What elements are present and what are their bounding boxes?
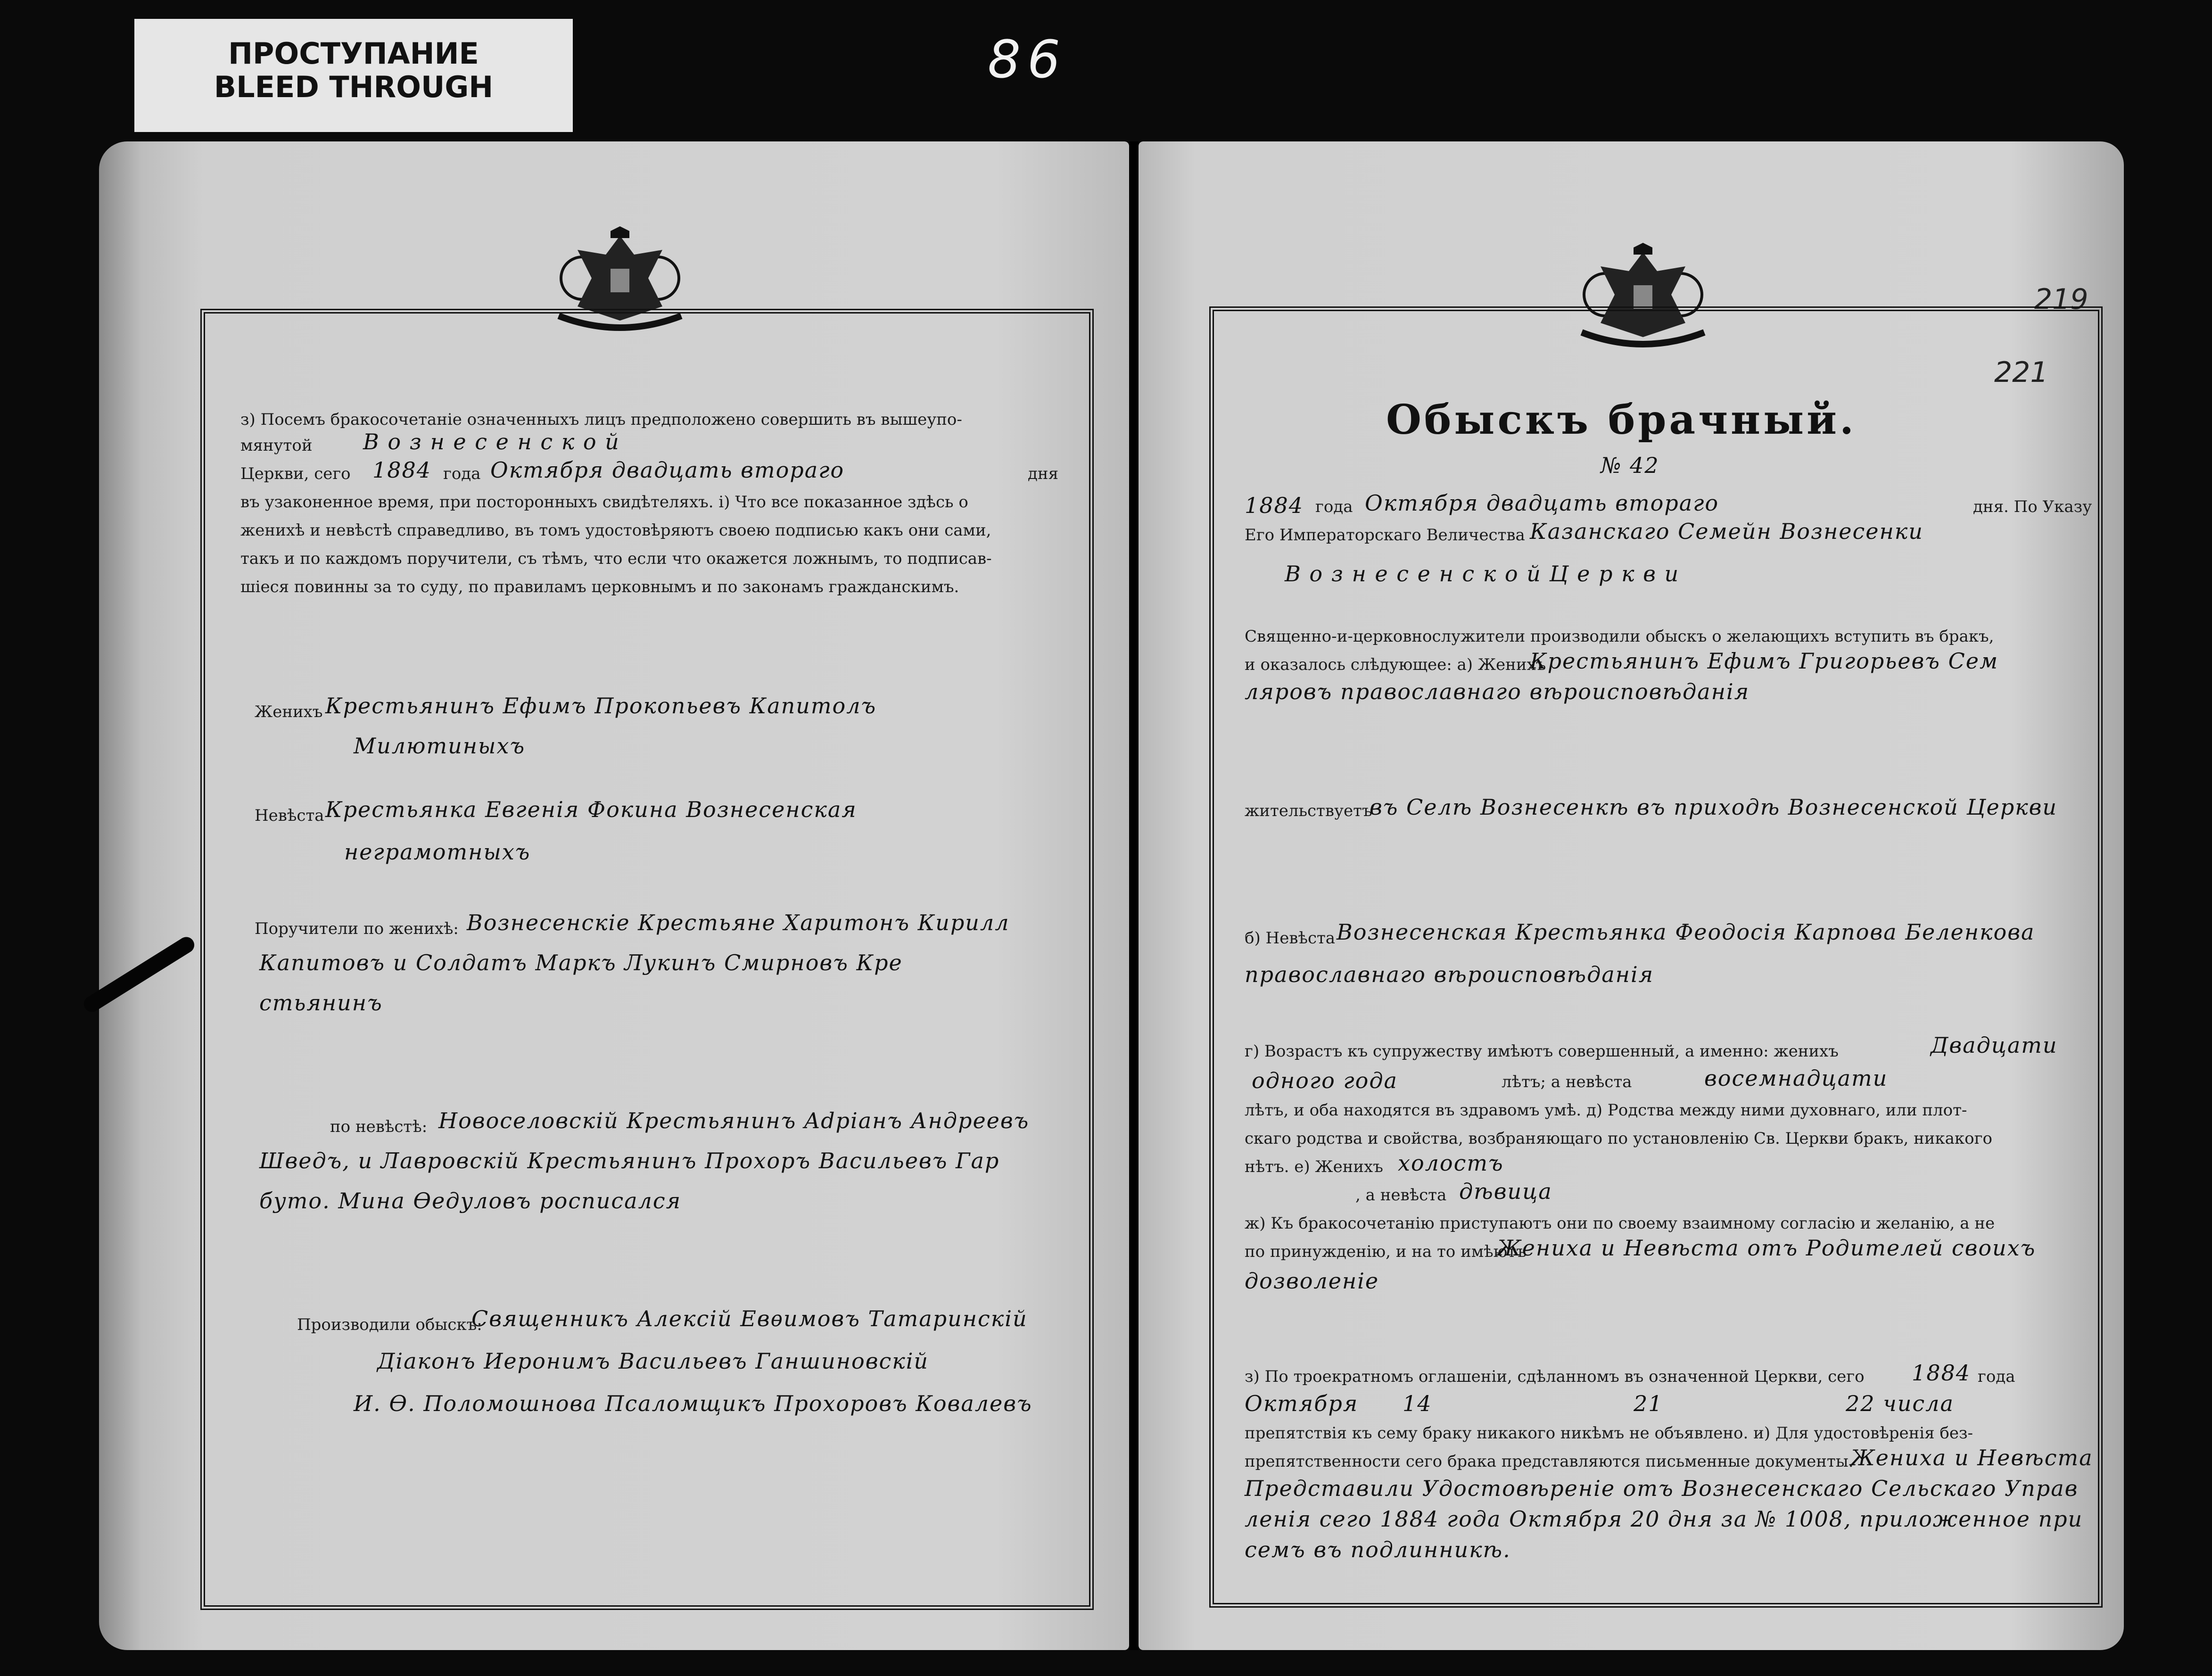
right-line-1: года [1315, 497, 1353, 516]
left-hand-date: Октября двадцать втораго [490, 457, 845, 483]
right-hand-bride-2: православнаго вѣроисповѣданія [1245, 962, 1654, 987]
right-line-11: нѣтъ. е) Женихъ [1245, 1157, 1383, 1176]
left-hand-year: 1884 [372, 457, 432, 483]
right-hand-banns-year: 1884 [1912, 1360, 1971, 1386]
right-line-2: Его Императорскаго Величества [1245, 526, 1525, 545]
left-hand-sponsors-bride-1: Новоселовскій Крестьянинъ Adріанъ Андреевъ [438, 1108, 1030, 1133]
right-line-13: ж) Къ бракосочетанію приступаютъ они по своему взаимному согласію и желанію, а не [1245, 1214, 1995, 1233]
page-number-stamp: 221 [1994, 356, 2048, 389]
right-hand-bride-age: восемнадцати [1704, 1065, 1888, 1091]
right-line-3: Священно-и-церковнослужители производили обыскъ о желающихъ вступить въ бракъ, [1245, 627, 1994, 646]
left-hand-sponsors-1: Вознесенскіе Крестьяне Харитонъ Кирилл [467, 910, 1010, 935]
right-hand-docs-3: ленія сего 1884 года Октября 20 дня за № 1008, приложенное при [1245, 1506, 2083, 1532]
right-hand-banns-day-1: 14 [1403, 1391, 1432, 1416]
right-page [1139, 141, 2124, 1650]
right-hand-date: Октября двадцать втораго [1365, 490, 1719, 516]
page-number-top: 219 [2034, 283, 2088, 316]
right-hand-residence: въ Селѣ Вознесенкѣ въ приходѣ Вознесенской Церкви [1370, 794, 2058, 820]
right-hand-banns-month: Октября [1245, 1391, 1359, 1416]
right-line-10: скаго родства и свойства, возбраняющаго по установленію Св. Церкви бракъ, никакого [1245, 1129, 1992, 1148]
right-hand-bride-status: дѣвица [1459, 1179, 1552, 1204]
left-hand-sponsors-3: стьянинъ [259, 990, 383, 1016]
left-sponsors-bride-label: по невѣстѣ: [330, 1117, 428, 1136]
right-line-9: лѣтъ, и оба находятся въ здравомъ умѣ. д) Родства между ними духовнаго, или плот- [1245, 1101, 1967, 1120]
right-hand-groom: Крестьянинъ Ефимъ Григорьевъ Сем [1530, 648, 1999, 674]
right-hand-groom-2: ляровъ православнаго вѣроисповѣданія [1245, 679, 1750, 704]
left-hand-groom-2: Милютиныхъ [354, 733, 526, 759]
tag-line-ru: ПРОСТУПАНИЕ [228, 36, 479, 71]
left-line-3c: дня [1028, 464, 1059, 483]
right-line-4: и оказалось слѣдующее: а) Женихъ [1245, 655, 1546, 674]
tag-line-en: BLEED THROUGH [214, 70, 494, 105]
record-title: Обыскъ брачный. [1386, 396, 1857, 444]
right-hand-church: В о з н е с е н с к о й Ц е р к в и [1285, 561, 1680, 586]
right-hand-groom-age-2: одного года [1252, 1068, 1398, 1093]
left-hand-sponsors-2: Капитовъ и Солдатъ Маркъ Лукинъ Смирновъ Кре [259, 950, 903, 975]
right-line-14: по принужденію, и на то имѣютъ [1245, 1242, 1527, 1261]
book-spine [1129, 141, 1139, 1650]
right-hand-consent: Жениха и Невѣста отъ Родителей своихъ [1497, 1235, 2036, 1261]
right-line-16: препятствія къ сему браку никакого никѣмъ не объявлено. и) Для удостовѣренія без- [1245, 1424, 1973, 1443]
left-hand-conducted-3: И. Ѳ. Поломошнова Псаломщикъ Прохоровъ Ковалевъ [354, 1391, 1032, 1416]
folio-number: 86 [988, 29, 1067, 90]
left-line-7: шіеся повинны за то суду, по правиламъ церковнымъ и по законамъ гражданскимъ. [240, 578, 959, 596]
left-hand-conducted-2: Діаконъ Иеронимъ Васильевъ Ганшиновскій [377, 1348, 929, 1374]
left-groom-label: Женихъ [255, 702, 323, 721]
right-line-5: жительствуетъ [1245, 801, 1372, 820]
right-line-7: г) Возрастъ къ супружеству имѣютъ совершенный, а именно: женихъ [1245, 1042, 1839, 1061]
left-hand-groom: Крестьянинъ Ефимъ Прокопьевъ Капитолъ [325, 693, 877, 718]
right-hand-groom-age: Двадцати [1931, 1032, 2058, 1058]
left-sponsors-groom-label: Поручители по женихѣ: [255, 919, 459, 938]
right-hand-year: 1884 [1245, 493, 1304, 518]
right-line-1b: дня. По Указу [1973, 497, 2092, 516]
left-hand-sponsors-bride-3: буто. Мина Ѳедуловъ росписался [259, 1188, 682, 1214]
right-line-8: лѣтъ; а невѣста [1502, 1073, 1632, 1091]
left-line-4: въ узаконенное время, при посторонныхъ свидѣтеляхъ. і) Что все показанное здѣсь о [240, 493, 968, 512]
right-hand-bride: Вознесенская Крестьянка Феодосія Карпова Беленкова [1337, 919, 2035, 945]
left-conducted-label: Производили обыскъ: [297, 1315, 482, 1334]
left-line-3b: года [443, 464, 481, 483]
left-line-3: Церкви, сего [240, 464, 351, 483]
left-line-5: женихѣ и невѣстѣ справедливо, въ томъ удостовѣряютъ своею подписью какъ они сами, [240, 521, 991, 540]
right-line-6: б) Невѣста [1245, 929, 1336, 948]
right-hand-banns-day-2: 21 [1634, 1391, 1663, 1416]
right-line-17: препятственности сего брака представляются письменные документы. [1245, 1452, 1854, 1471]
right-line-15b: года [1978, 1367, 2015, 1386]
right-hand-docs-1: Жениха и Невѣста [1850, 1445, 2093, 1470]
bleed-through-tag [134, 19, 573, 132]
record-number: № 42 [1601, 453, 1659, 478]
left-hand-conducted-1: Священникъ Алексій Евѳимовъ Татаринскій [471, 1306, 1028, 1331]
left-hand-church: В о з н е с е н с к о й [363, 429, 620, 454]
left-hand-sponsors-bride-2: Шведъ, и Лавровскій Крестьянинъ Прохоръ Васильевъ Гар [259, 1148, 1000, 1173]
left-line-1: з) Посемъ бракосочетаніе означенныхъ лицъ предположено совершить въ вышеупо- [240, 410, 962, 429]
right-hand-docs-2: Представили Удостовѣреніе отъ Вознесенскаго Сельскаго Управ [1245, 1476, 2079, 1501]
left-hand-bride: Крестьянка Евгенія Фокина Вознесенская [325, 797, 857, 822]
left-page [99, 141, 1129, 1650]
right-line-12: , а невѣста [1355, 1186, 1447, 1205]
left-line-2: мянутой [240, 436, 313, 455]
right-line-15: з) По троекратномъ оглашеніи, сдѣланномъ въ означенной Церкви, сего [1245, 1367, 1865, 1386]
right-hand-by-order: Казанскаго Семейн Вознесенки [1530, 519, 1923, 544]
left-line-6: такъ и по каждомъ поручители, съ тѣмъ, что если что окажется ложнымъ, то подписав- [240, 549, 992, 568]
right-hand-docs-4: семъ въ подлинникѣ. [1245, 1537, 1511, 1562]
left-bride-label: Невѣста [255, 806, 324, 825]
right-hand-consent-2: дозволеніе [1245, 1268, 1379, 1294]
right-hand-groom-status: холостъ [1398, 1150, 1504, 1176]
right-hand-banns-day-3: 22 числа [1846, 1391, 1954, 1416]
left-hand-bride-2: неграмотныхъ [344, 839, 531, 865]
